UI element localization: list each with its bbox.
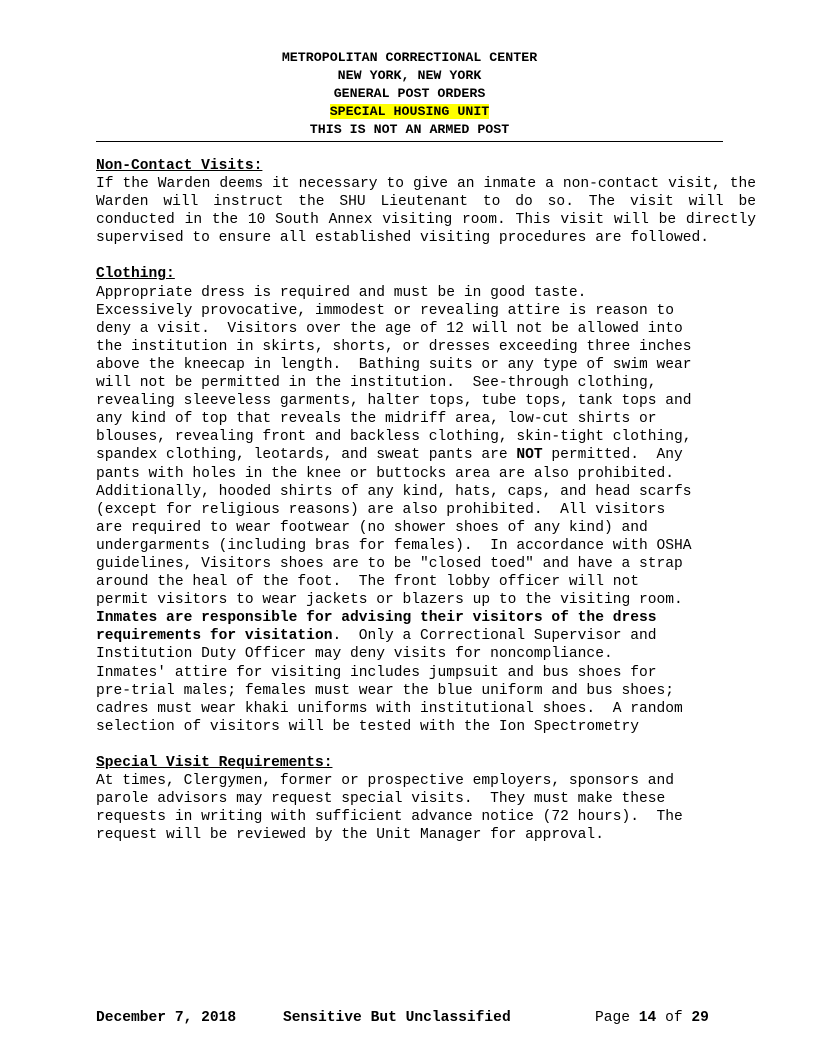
clothing-line: the institution in skirts, shorts, or dresses exceeding three inches bbox=[96, 338, 692, 355]
clothing-line: revealing sleeveless garments, halter tops, tube tops, tank tops and bbox=[96, 393, 692, 410]
section-title-non-contact: Non-Contact Visits: bbox=[96, 158, 263, 174]
section-special-visits bbox=[96, 754, 756, 844]
header-divider bbox=[96, 141, 723, 142]
clothing-line: selection of visitors will be tested with the Ion Spectrometry bbox=[96, 718, 639, 735]
clothing-line: will not be permitted in the institution. See-through clothing, bbox=[96, 375, 657, 392]
page-label: Page bbox=[595, 1010, 631, 1026]
clothing-text: . Only a Correctional Supervisor and bbox=[332, 628, 657, 645]
special-line: At times, Clergymen, former or prospective employers, sponsors and bbox=[96, 773, 675, 789]
header-line-1: METROPOLITAN CORRECTIONAL CENTER bbox=[281, 50, 538, 65]
special-line: parole advisors may request special visits. They must make these bbox=[96, 791, 666, 808]
highlighted-unit-name: SPECIAL HOUSING UNIT bbox=[329, 104, 490, 119]
clothing-line: pants with holes in the knee or buttocks area are also prohibited. bbox=[96, 465, 675, 482]
header-line-5: THIS IS NOT AN ARMED POST bbox=[309, 122, 510, 137]
header-line-3: GENERAL POST ORDERS bbox=[333, 86, 486, 101]
clothing-line: undergarments (including bras for females). In accordance with OSHA bbox=[96, 537, 692, 554]
document-body bbox=[96, 157, 756, 862]
page-current: 14 bbox=[638, 1010, 657, 1026]
clothing-line: above the kneecap in length. Bathing suits or any type of swim wear bbox=[96, 356, 692, 373]
clothing-line: blouses, revealing front and backless clothing, skin-tight clothing, bbox=[96, 429, 692, 446]
bold-requirements: requirements for visitation bbox=[96, 628, 333, 645]
footer-classification: Sensitive But Unclassified bbox=[283, 1010, 511, 1026]
special-line: request will be reviewed by the Unit Manager for approval. bbox=[96, 827, 604, 844]
clothing-line: Appropriate dress is required and must be in good taste. bbox=[96, 284, 587, 301]
document-header bbox=[96, 49, 723, 139]
clothing-line: (except for religious reasons) are also prohibited. All visitors bbox=[96, 501, 666, 518]
clothing-line-requirements bbox=[96, 627, 756, 645]
section-title-special-visits: Special Visit Requirements: bbox=[96, 754, 333, 771]
header-line-4 bbox=[96, 103, 723, 121]
section-title-clothing: Clothing: bbox=[96, 266, 175, 283]
footer-page-number bbox=[595, 1009, 709, 1027]
clothing-line: Excessively provocative, immodest or revealing attire is reason to bbox=[96, 302, 675, 319]
clothing-line: around the heal of the foot. The front lobby officer will not bbox=[96, 574, 639, 591]
clothing-line-not-permitted bbox=[96, 446, 756, 464]
clothing-line: Inmates' attire for visiting includes jumpsuit and bus shoes for bbox=[96, 664, 657, 681]
page-of: of bbox=[665, 1010, 683, 1026]
clothing-line: Additionally, hooded shirts of any kind, hats, caps, and head scarfs bbox=[96, 483, 692, 500]
section-non-contact-visits bbox=[96, 157, 756, 247]
header-line-2: NEW YORK, NEW YORK bbox=[337, 68, 482, 83]
page-total: 29 bbox=[691, 1010, 709, 1026]
footer-date: December 7, 2018 bbox=[96, 1010, 237, 1026]
clothing-line: guidelines, Visitors shoes are to be "closed toed" and have a strap bbox=[96, 555, 683, 572]
clothing-line: cadres must wear khaki uniforms with institutional shoes. A random bbox=[96, 700, 683, 717]
clothing-line: Institution Duty Officer may deny visits for noncompliance. bbox=[96, 646, 613, 663]
clothing-line: are required to wear footwear (no shower shoes of any kind) and bbox=[96, 519, 648, 536]
clothing-text: spandex clothing, leotards, and sweat pants are bbox=[96, 447, 517, 464]
bold-responsibility-line: Inmates are responsible for advising their visitors of the dress bbox=[96, 610, 657, 627]
clothing-line: deny a visit. Visitors over the age of 12 will not be allowed into bbox=[96, 320, 683, 337]
paragraph-non-contact: If the Warden deems it necessary to give an inmate a non-contact visit, the Warden will instruct the SHU Lieutenant to do so. The visit will be conducted in the 10 South Annex visiting room. This visit will be directly supervised to ensure all established visiting procedures are followed. bbox=[96, 176, 756, 247]
clothing-line: any kind of top that reveals the midriff area, low-cut shirts or bbox=[96, 411, 657, 428]
section-clothing bbox=[96, 265, 756, 735]
clothing-line: permit visitors to wear jackets or blazers up to the visiting room. bbox=[96, 592, 683, 609]
clothing-text: permitted. Any bbox=[542, 447, 683, 464]
emphasis-not: NOT bbox=[516, 447, 543, 464]
document-footer bbox=[96, 1009, 736, 1027]
clothing-line: pre-trial males; females must wear the blue uniform and bus shoes; bbox=[96, 682, 675, 699]
special-line: requests in writing with sufficient advance notice (72 hours). The bbox=[96, 809, 683, 826]
